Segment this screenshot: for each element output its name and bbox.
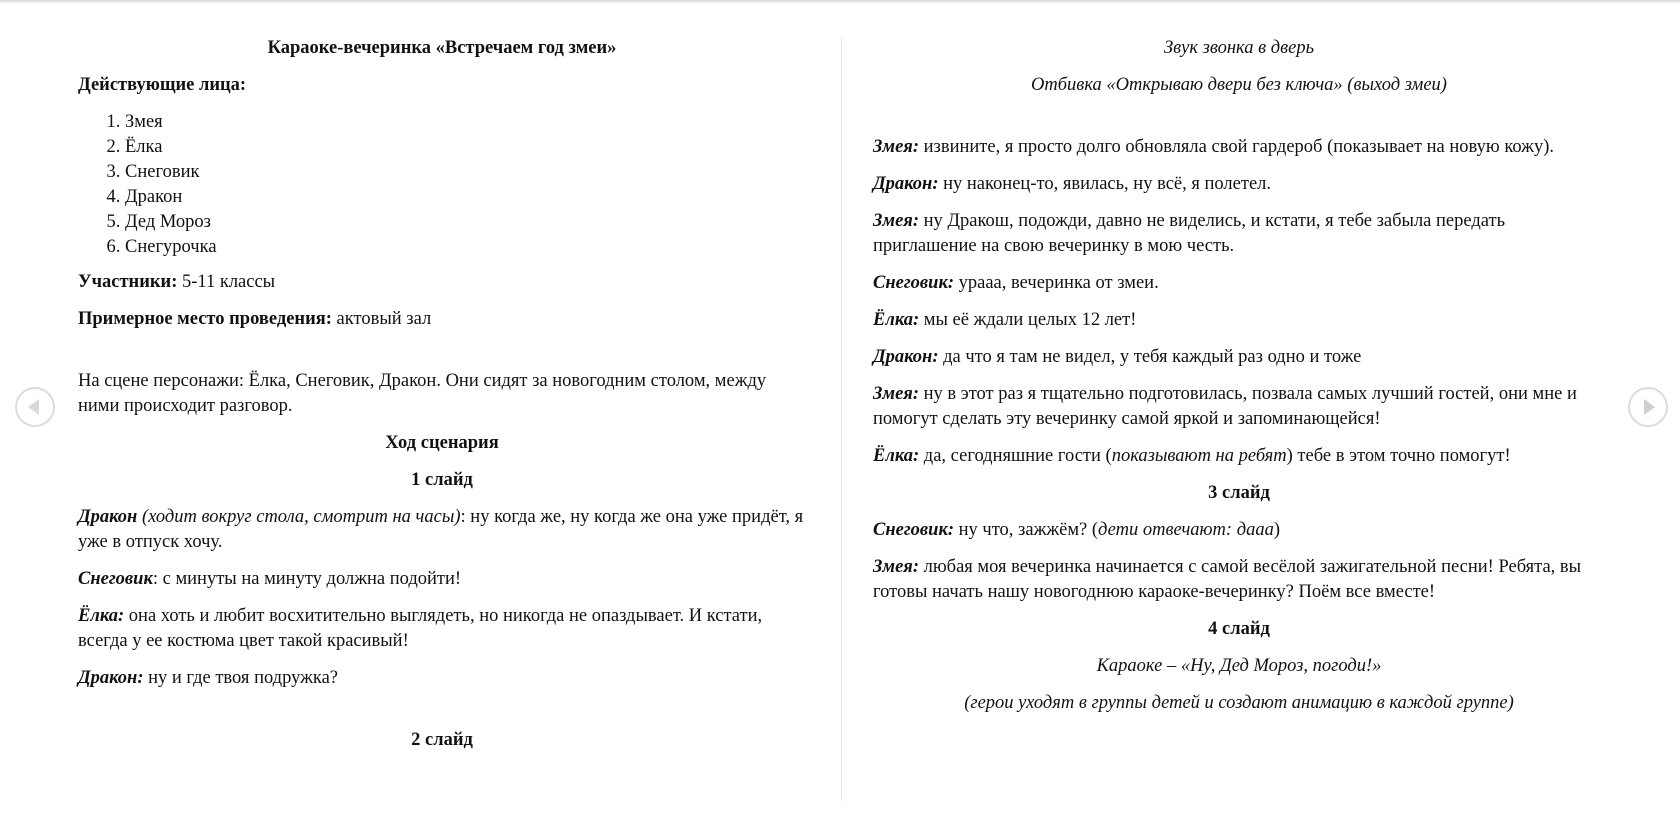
speaker-name: Дракон: [873,347,939,367]
cast-item: 2. Ёлка [125,135,806,160]
speaker-name: Дракон [78,507,138,527]
dialogue-line [873,308,1605,333]
speaker-name: Снеговик: [873,273,954,293]
speaker-name: Дракон: [78,668,144,688]
dialogue-line [873,172,1605,197]
top-shadow [0,0,1680,4]
dialogue-line [78,666,806,691]
stage-note [873,36,1605,61]
slide-3-heading: 3 слайд [1208,483,1270,503]
dialogue-text: : ну когда же, ну когда же она уже придёт, я уже в отпуск хочу. [78,507,804,552]
speaker-name: Ёлка: [78,606,125,626]
page-divider [841,38,842,801]
participants-value: 5-11 классы [177,272,276,292]
speaker-name: Змея: [873,137,919,157]
stage-direction: дети отвечают: дааа [1098,520,1274,540]
karaoke-line [873,654,1605,679]
dialogue-text: ) [1273,520,1280,540]
blank-line [78,344,806,369]
stage-note [873,691,1605,716]
chevron-left-icon [28,399,39,415]
dialogue-text: ) тебе в этом точно помогут! [1286,446,1511,466]
stage-note-text: (герои уходят в группы детей и создают анимацию в каждой группе) [964,693,1514,713]
venue-value: актовый зал [331,309,432,329]
cast-list [78,110,806,260]
dialogue-text: любая моя вечеринка начинается с самой весёлой зажигательной песни! Ребята, вы готовы начать нашу новогоднюю караоке-вечеринку? Поём все вместе! [873,557,1582,602]
speaker-name: Змея: [873,384,919,404]
right-page [873,36,1605,728]
speaker-name: Снеговик [78,569,153,589]
stage-direction: (ходит вокруг стола, смотрит на часы) [137,507,461,527]
participants-label: Участники: [78,272,178,292]
dialogue-text: да, сегодняшние гости ( [919,446,1112,466]
dialogue-text: мы её ждали целых 12 лет! [919,310,1137,330]
cast-item: 5. Дед Мороз [125,210,806,235]
dialogue-text: ну Дракош, подожди, давно не виделись, и кстати, я тебе забыла передать приглашение на свою вечеринку в мою честь. [873,211,1506,256]
speaker-name: Ёлка: [873,310,920,330]
section-heading: Ход сценария [385,433,499,453]
speaker-name: Змея: [873,211,919,231]
cast-heading: Действующие лица: [78,75,247,95]
dialogue-line [873,518,1605,543]
dialogue-line [873,271,1605,296]
dialogue-text: ну и где твоя подружка? [143,668,339,688]
speaker-name: Змея: [873,557,919,577]
intro-paragraph: На сцене персонажи: Ёлка, Снеговик, Дракон. Они сидят за новогодним столом, между ними происходит разговор. [78,371,767,416]
venue-label: Примерное место проведения: [78,309,332,329]
venue-line [78,307,806,332]
cast-item: 6. Снегурочка [125,235,806,260]
dialogue-line [873,345,1605,370]
speaker-name: Снеговик: [873,520,954,540]
left-page [78,36,806,765]
cast-item: 3. Снеговик [125,160,806,185]
next-page-button[interactable] [1628,387,1668,427]
dialogue-line [78,505,806,555]
dialogue-text: извините, я просто долго обновляла свой гардероб (показывает на новую кожу). [919,137,1554,157]
slide-2-heading: 2 слайд [411,730,473,750]
chevron-right-icon [1644,399,1655,415]
dialogue-line [78,567,806,592]
dialogue-text: ну что, зажжём? ( [954,520,1099,540]
stage-direction: показывают на ребят [1111,446,1287,466]
dialogue-line [873,209,1605,259]
stage-note-text: Отбивка «Открываю двери без ключа» (выход змеи) [1031,75,1447,95]
dialogue-line [873,382,1605,432]
cast-item: 4. Дракон [125,185,806,210]
speaker-name: Ёлка: [873,446,920,466]
dialogue-line [873,135,1605,160]
blank-line [873,110,1605,135]
stage-note-text: Звук звонка в дверь [1163,38,1315,58]
stage-note [873,73,1605,98]
cast-heading-paragraph [78,73,806,98]
dialogue-line [873,444,1605,469]
dialogue-text: она хоть и любит восхитительно выглядеть, но никогда не опаздывает. И кстати, всегда у ее костюма цвет такой красивый! [78,606,763,651]
dialogue-line [78,604,806,654]
dialogue-text: : с минуты на минуту должна подойти! [152,569,462,589]
dialogue-line [873,555,1605,605]
slide-4-heading: 4 слайд [1208,619,1270,639]
karaoke-text: Караоке – «Ну, Дед Мороз, погоди!» [1096,656,1382,676]
dialogue-text: да что я там не видел, у тебя каждый раз одно и тоже [938,347,1362,367]
dialogue-text: ну наконец-то, явилась, ну всё, я полетел. [938,174,1272,194]
prev-page-button[interactable] [15,387,55,427]
dialogue-text: урааа, вечеринка от змеи. [954,273,1159,293]
participants-line [78,270,806,295]
dialogue-text: ну в этот раз я тщательно подготовилась, позвала самых лучший гостей, они мне и помогут сделать эту вечеринку самой яркой и запоминающейся! [873,384,1577,429]
speaker-name: Дракон: [873,174,939,194]
cast-item: 1. Змея [125,110,806,135]
document-title: Караоке-вечеринка «Встречаем год змеи» [267,38,617,58]
blank-line [78,703,806,728]
slide-1-heading: 1 слайд [411,470,473,490]
